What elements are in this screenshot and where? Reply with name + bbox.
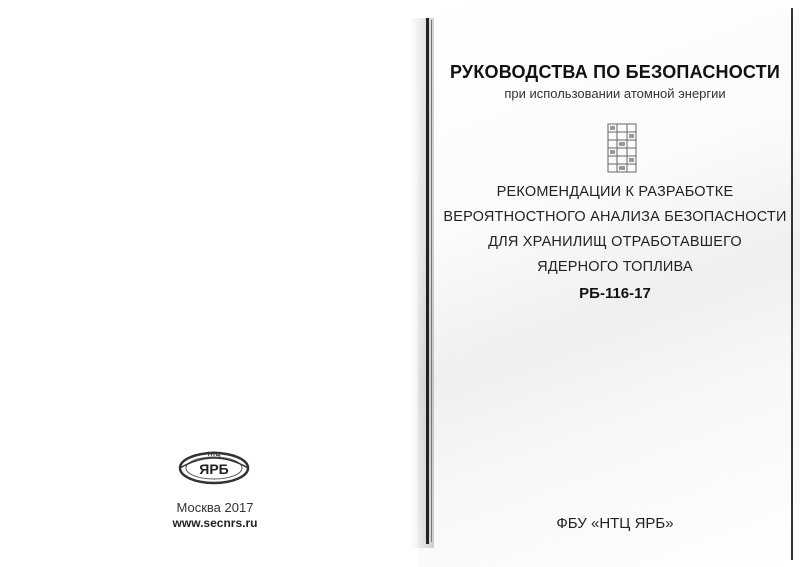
document-code: РБ-116-17: [579, 285, 651, 302]
website-link[interactable]: www.secnrs.ru: [172, 516, 258, 530]
ntc-yarb-logo-icon: [176, 446, 252, 486]
building-emblem-icon: [602, 120, 642, 176]
cover-edge: [791, 8, 793, 560]
document-title: [440, 180, 790, 280]
title-line: РЕКОМЕНДАЦИИ К РАЗРАБОТКЕ: [496, 184, 734, 200]
series-subtitle: при использовании атомной энергии: [504, 86, 726, 101]
logo-main-text: ЯРБ: [199, 461, 229, 477]
logo-top-text: НТЦ: [207, 452, 221, 458]
title-line: ДЛЯ ХРАНИЛИЩ ОТРАБОТАВШЕГО: [488, 234, 742, 250]
city-year: Москва 2017: [176, 500, 254, 515]
title-line: ВЕРОЯТНОСТНОГО АНАЛИЗА БЕЗОПАСНОСТИ: [443, 209, 787, 225]
title-line: ЯДЕРНОГО ТОПЛИВА: [537, 259, 693, 275]
publisher: ФБУ «НТЦ ЯРБ»: [556, 515, 674, 532]
series-title: РУКОВОДСТВА ПО БЕЗОПАСНОСТИ: [449, 62, 781, 82]
spine-bar-thin: [431, 20, 432, 542]
spine-bar: [426, 18, 429, 544]
